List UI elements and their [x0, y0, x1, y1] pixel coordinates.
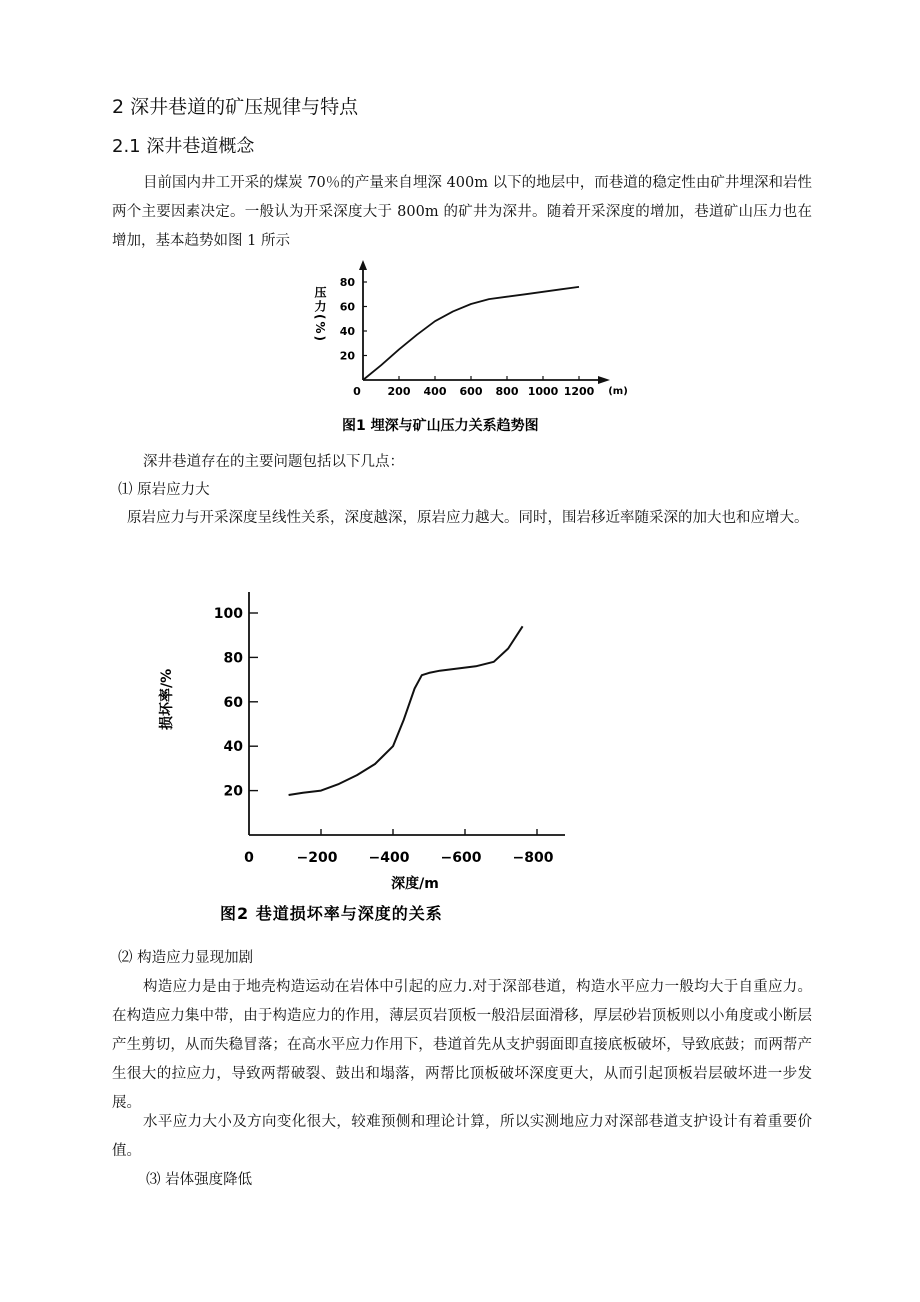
paragraph-problems: 深井巷道存在的主要问题包括以下几点： [143, 454, 404, 470]
x-tick-label: 0 [244, 850, 254, 866]
x-tick-label: −800 [512, 850, 554, 866]
x-tick-label: −200 [296, 850, 338, 866]
paragraph-in-situ-stress: 原岩应力与开采深度呈线性关系，深度越深，原岩应力越大。同时，围岩移近率随采深的加大也和应增大。 [127, 510, 809, 526]
list-item-1: ⑴ 原岩应力大 [118, 482, 210, 498]
y-tick-label: 60 [223, 694, 243, 711]
x-tick-label: 1200 [563, 385, 595, 398]
y-tick-label: 100 [213, 606, 243, 622]
x-tick-label: 800 [495, 385, 519, 398]
x-axis-label: 深度/m [391, 876, 439, 892]
figure-1-pressure-chart [300, 246, 640, 442]
x-tick-label: 600 [459, 385, 483, 398]
series-line [363, 287, 579, 380]
y-tick-label: 60 [339, 300, 355, 314]
figure-2-caption: 图2 巷道损坏率与深度的关系 [220, 904, 443, 923]
x-tick-label: −600 [440, 850, 482, 866]
x-tick-label: 0 [353, 385, 361, 398]
section-heading: 2 深井巷道的矿压规律与特点 [112, 96, 359, 118]
figure-2-damage-chart [159, 582, 590, 932]
series-line [289, 626, 523, 795]
y-axis-label: 损坏率/% [159, 668, 175, 730]
y-tick-label: 20 [223, 783, 243, 800]
paragraph-intro: 目前国内井工开采的煤炭 70％的产量来自埋深 400m 以下的地层中，而巷道的稳定性由矿井埋深和岩性两个主要因素决定。一般认为开采深度大于 800m 的矿井为深井。随着开采深度的增加，巷道矿山压力也在增加，基本趋势如图 1 所示 [112, 175, 812, 249]
x-tick-label: 200 [387, 385, 411, 398]
y-tick-label: 40 [339, 325, 355, 338]
y-tick-label: 20 [339, 349, 355, 363]
x-axis-arrow-icon [598, 376, 610, 384]
y-tick-label: 80 [223, 650, 243, 667]
x-unit-label: (m) [608, 386, 628, 397]
list-item-3: ⑶ 岩体强度降低 [146, 1172, 253, 1188]
subsection-heading: 2.1 深井巷道概念 [112, 136, 255, 157]
paragraph-horizontal-stress: 水平应力大小及方向变化很大，较难预侧和理论计算，所以实测地应力对深部巷道支护设计有着重要价值。 [112, 1114, 812, 1159]
paragraph-tectonic-stress: 构造应力是由于地壳构造运动在岩体中引起的应力.对于深部巷道，构造水平应力一般均大于自重应力。在构造应力集中带，由于构造应力的作用，薄层页岩顶板一般沿层面滑移，厚层砂岩顶板则以小角度或小断层产生剪切，从而失稳冒落；在高水平应力作用下，巷道首先从支护弱面即直接底板破坏，导致底鼓；而两帮产生很大的拉应力，导致两帮破裂、鼓出和塌落，两帮比顶板破坏深度更大，从而引起顶板岩层破坏进一步发展。 [112, 979, 812, 1111]
x-tick-label: −400 [368, 850, 410, 866]
y-tick-label: 80 [339, 276, 355, 289]
y-axis-arrow-icon [359, 260, 367, 270]
figure-1-caption: 图1 埋深与矿山压力关系趋势图 [342, 418, 539, 434]
list-item-2: ⑵ 构造应力显现加剧 [118, 950, 254, 966]
y-tick-label: 40 [223, 739, 243, 756]
y-axis-label: 压力(%) [313, 286, 327, 343]
x-tick-label: 1000 [527, 385, 559, 398]
x-tick-label: 400 [423, 385, 447, 398]
